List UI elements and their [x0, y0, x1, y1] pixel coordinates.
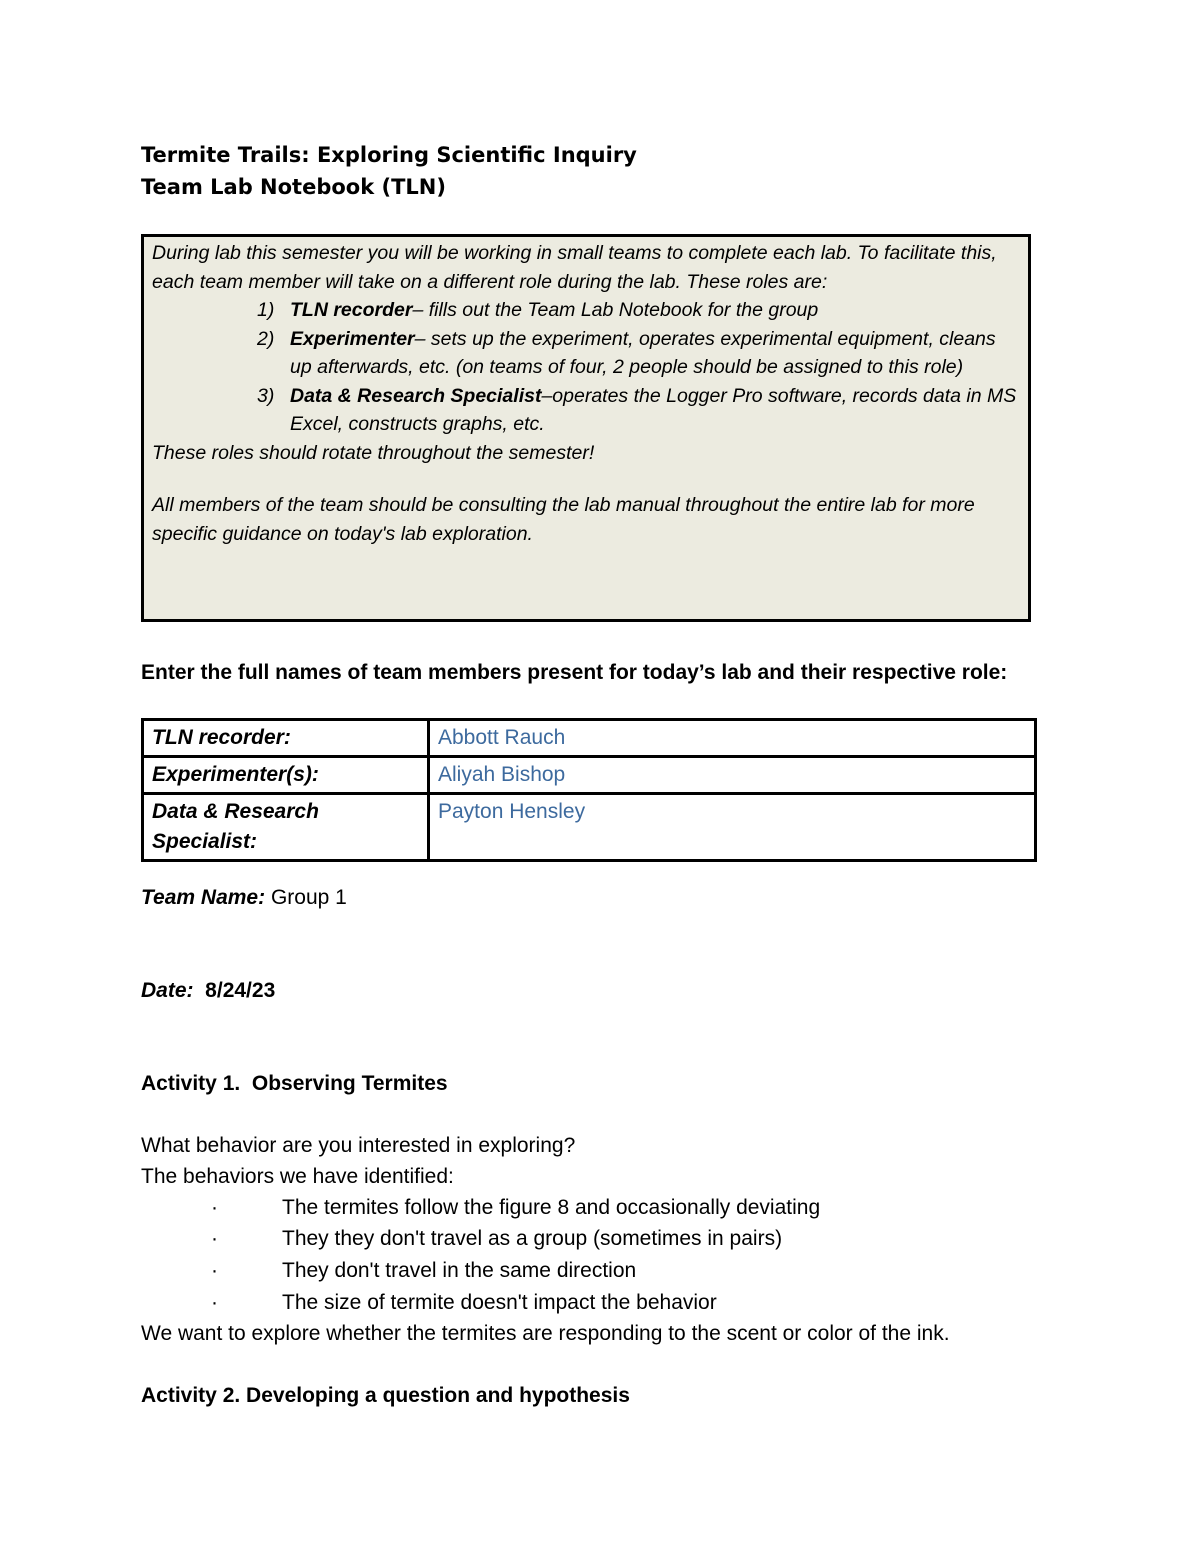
- table-row: [143, 794, 1036, 861]
- activity1-heading: Activity 1. Observing Termites: [141, 1072, 448, 1095]
- role-name: Experimenter: [290, 327, 415, 350]
- bullet-marker: ·: [211, 1196, 218, 1219]
- date-line: [141, 976, 275, 1006]
- role-name: Data & Research Specialist: [290, 384, 542, 407]
- team-prompt: Enter the full names of team members present for today’s lab and their respective role:: [141, 661, 1008, 684]
- list-item: The termites follow the figure 8 and occasionally deviating: [282, 1196, 821, 1219]
- team-name-value: Group 1: [265, 886, 347, 909]
- team-members-table: [141, 718, 1037, 862]
- role-item-1: [257, 296, 1020, 325]
- list-item: They they don't travel as a group (sometimes in pairs): [282, 1227, 783, 1250]
- list-item: They don't travel in the same direction: [282, 1259, 637, 1282]
- role-label-cell: Data & Research Specialist:: [143, 794, 429, 861]
- activity1-conclusion: We want to explore whether the termites are responding to the scent or color of the ink.: [141, 1322, 950, 1345]
- role-item-3: [257, 382, 1020, 439]
- role-label-cell: TLN recorder:: [143, 720, 429, 757]
- table-row: [143, 757, 1036, 794]
- role-description: – fills out the Team Lab Notebook for the group: [412, 299, 819, 321]
- activity2-heading: Activity 2. Developing a question and hypothesis: [141, 1384, 630, 1407]
- member-name-cell[interactable]: Aliyah Bishop: [429, 757, 1036, 794]
- document-subtitle: Team Lab Notebook (TLN): [141, 175, 446, 199]
- document-title: Termite Trails: Exploring Scientific Inquiry: [141, 143, 637, 167]
- bullet-marker: ·: [211, 1259, 218, 1282]
- list-item: The size of termite doesn't impact the behavior: [282, 1291, 717, 1314]
- role-number: 3): [257, 384, 275, 407]
- team-name-line: [141, 883, 347, 913]
- rotate-note: These roles should rotate throughout the semester!: [152, 441, 595, 464]
- consult-note: All members of the team should be consulting the lab manual throughout the entire lab for more specific guidance on today's lab exploration.: [152, 494, 975, 545]
- role-description: – sets up the experiment, operates experimental equipment, cleans up afterwards, etc. (on teams of four, 2 people should be assigned to this role): [290, 327, 996, 378]
- activity1-intro: The behaviors we have identified:: [141, 1165, 454, 1188]
- bullet-marker: ·: [211, 1291, 218, 1314]
- roles-info-box: [141, 234, 1031, 622]
- activity1-question: What behavior are you interested in exploring?: [141, 1134, 576, 1157]
- role-number: 1): [257, 299, 275, 321]
- role-description: –operates the Logger Pro software, records data in MS Excel, constructs graphs, etc.: [290, 384, 1017, 435]
- team-name-label: Team Name:: [141, 886, 266, 909]
- table-row: [143, 720, 1036, 757]
- role-name: TLN recorder: [290, 299, 413, 321]
- role-number: 2): [257, 327, 275, 350]
- member-name-cell[interactable]: Abbott Rauch: [429, 720, 1036, 757]
- bullet-marker: ·: [211, 1227, 218, 1250]
- member-name-cell[interactable]: Payton Hensley: [429, 794, 1036, 861]
- role-label-cell: Experimenter(s):: [143, 757, 429, 794]
- info-intro: During lab this semester you will be working in small teams to complete each lab. To facilitate this, each team member will take on a different role during the lab. These roles are:: [152, 242, 997, 293]
- date-label: Date:: [141, 979, 194, 1002]
- date-value: 8/24/23: [193, 979, 276, 1002]
- role-item-2: [257, 325, 1020, 382]
